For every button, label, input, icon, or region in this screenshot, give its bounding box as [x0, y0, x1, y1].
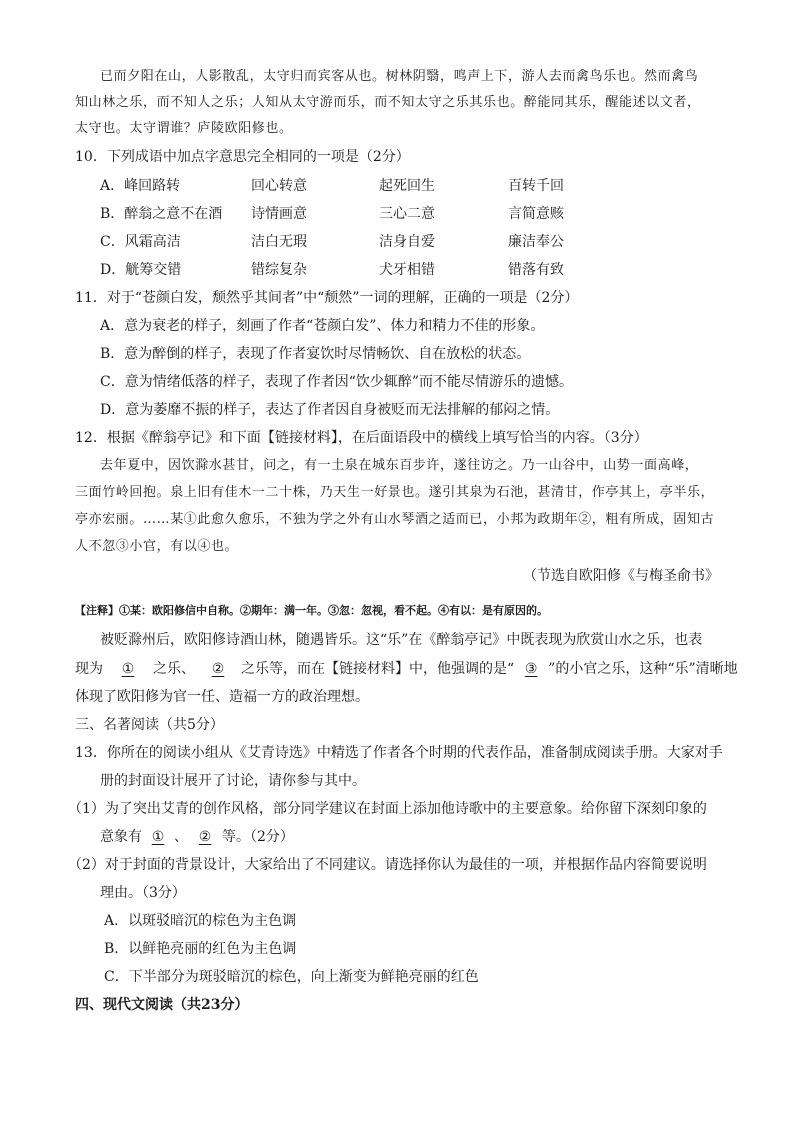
q12-blank-3[interactable]: ③ [524, 661, 538, 677]
q13-stem-line-2: 册的封面设计展开了讨论，请你参与其中。 [100, 773, 366, 789]
q11-option-a: A．意为衰老的样子，刻画了作者“苍颜白发”、体力和精力不佳的形象。 [100, 318, 545, 334]
q13-sub2-line-1: （2）对于封面的背景设计，大家给出了不同建议。请选择你认为最佳的一项，并根据作品内容简要说明 [68, 857, 707, 873]
q11-option-d: D．意为萎靡不振的样子，表达了作者因自身被贬而无法排解的郁闷之情。 [100, 402, 560, 418]
q10-a-label: A．峰回路转 [100, 178, 181, 194]
q12-stem: 12．根据《醉翁亭记》和下面【链接材料】，在后面语段中的横线上填写恰当的内容。（3分） [75, 430, 648, 446]
section-4-heading: 四、现代文阅读（共23分） [75, 997, 249, 1013]
q10-c-col4: 廉洁奉公 [508, 234, 564, 250]
passage-line-1: 已而夕阳在山，人影散乱，太守归而宾客从也。树林阴翳，鸣声上下，游人去而禽鸟乐也。然而禽鸟 [100, 69, 699, 84]
q11-option-b: B．意为醉倒的样子，表现了作者宴饮时尽情畅饮、自在放松的状态。 [100, 346, 531, 362]
q12-blank-1[interactable]: ① [121, 661, 135, 677]
q12-material-line-4: 人不忽③小官，有以④也。 [75, 539, 239, 554]
q12-paragraph-line-2 [75, 659, 738, 679]
q10-d-label: D．觥筹交错 [100, 262, 182, 278]
q12-para-text-a: 现为 [75, 661, 103, 677]
q10-stem: 10．下列成语中加点字意思完全相同的一项是（2分） [75, 149, 410, 165]
q10-d-col4: 错落有致 [508, 262, 564, 278]
q13-sub1-line-1: （1）为了突出艾青的创作风格，部分同学建议在封面上添加他诗歌中的主要意象。给你留下深刻印象的 [68, 801, 707, 817]
q10-c-label: C．风霜高洁 [100, 234, 181, 250]
q13-option-b: B．以鲜艳亮丽的红色为主色调 [104, 941, 297, 957]
q10-b-col4: 言简意赅 [508, 206, 564, 222]
q13-sub1-line-2 [100, 827, 294, 847]
q12-material-line-1: 去年夏中，因饮滁水甚甘，问之，有一土泉在城东百步许，遂往访之。乃一山谷中，山势一面高峰， [100, 458, 699, 473]
q13-sub1-end: 等。（2分） [222, 829, 294, 845]
q12-para-text-c: 之乐等，而在【链接材料】中，他强调的是“ [241, 661, 515, 677]
q13-option-a: A．以斑驳暗沉的棕色为主色调 [104, 913, 297, 929]
q13-sub1-text: 意象有 [100, 829, 142, 845]
q12-paragraph-line-3: 体现了欧阳修为官一任、造福一方的政治理想。 [75, 689, 369, 705]
q12-material-line-2: 三面竹岭回抱。泉上旧有佳木一二十株，乃天生一好景也。遂引其泉为石池，甚清甘，作亭其上，亭半乐， [75, 485, 715, 500]
q13-option-c: C．下半部分为斑驳暗沉的棕色，向上渐变为鲜艳亮丽的红色 [104, 969, 479, 985]
q12-para-text-b: 之乐、 [153, 661, 195, 677]
q12-para-text-d: ”的小官之乐，这种“乐”清晰地 [548, 661, 738, 677]
passage-line-3: 太守也。太守谓谁？庐陵欧阳修也。 [75, 121, 293, 136]
q13-blank-2[interactable]: ② [198, 829, 212, 845]
q10-c-col2: 洁白无瑕 [251, 234, 307, 250]
q12-blank-2[interactable]: ② [211, 661, 225, 677]
q12-source: （节选自欧阳修《与梅圣俞书》 [523, 568, 719, 584]
q13-stem-line-1: 13．你所在的阅读小组从《艾青诗选》中精选了作者各个时期的代表作品，准备制成阅读手册。大家对手 [75, 745, 723, 761]
q10-c-col3: 洁身自爱 [379, 234, 435, 250]
q11-option-c: C．意为情绪低落的样子，表现了作者因“饮少辄醉”而不能尽情游乐的遗憾。 [100, 374, 574, 390]
q10-a-col4: 百转千回 [508, 178, 564, 194]
q12-annotation: 【注释】①某：欧阳修信中自称。②期年：满一年。③忽：忽视，看不起。④有以：是有原因的。 [75, 604, 548, 617]
q10-d-col2: 错综复杂 [251, 262, 307, 278]
q10-a-col2: 回心转意 [251, 178, 307, 194]
q10-b-col3: 三心二意 [379, 206, 435, 222]
q10-b-label: B．醉翁之意不在酒 [100, 206, 223, 222]
q12-paragraph-line-1: 被贬滁州后，欧阳修诗酒山林，随遇皆乐。这“乐”在《醉翁亭记》中既表现为欣赏山水之乐，也表 [100, 632, 703, 648]
passage-line-2: 知山林之乐，而不知人之乐；人知从太守游而乐，而不知太守之乐其乐也。醉能同其乐，醒能述以文者， [75, 95, 701, 110]
q10-a-col3: 起死回生 [379, 178, 435, 194]
q13-sub2-line-2: 理由。（3分） [100, 885, 186, 901]
q12-material-line-3: 亭亦宏丽。……某①此愈久愈乐，不独为学之外有山水琴酒之适而已，小邦为政期年②，粗有所成，固知古 [75, 512, 715, 527]
q11-stem: 11．对于“苍颜白发，颓然乎其间者”中“颓然”一词的理解，正确的一项是（2分） [75, 290, 579, 306]
q10-b-col2: 诗情画意 [251, 206, 307, 222]
q10-d-col3: 犬牙相错 [379, 262, 435, 278]
q13-sub1-sep: 、 [174, 829, 188, 845]
section-3-heading: 三、名著阅读（共5分） [75, 717, 224, 733]
q13-blank-1[interactable]: ① [151, 829, 165, 845]
